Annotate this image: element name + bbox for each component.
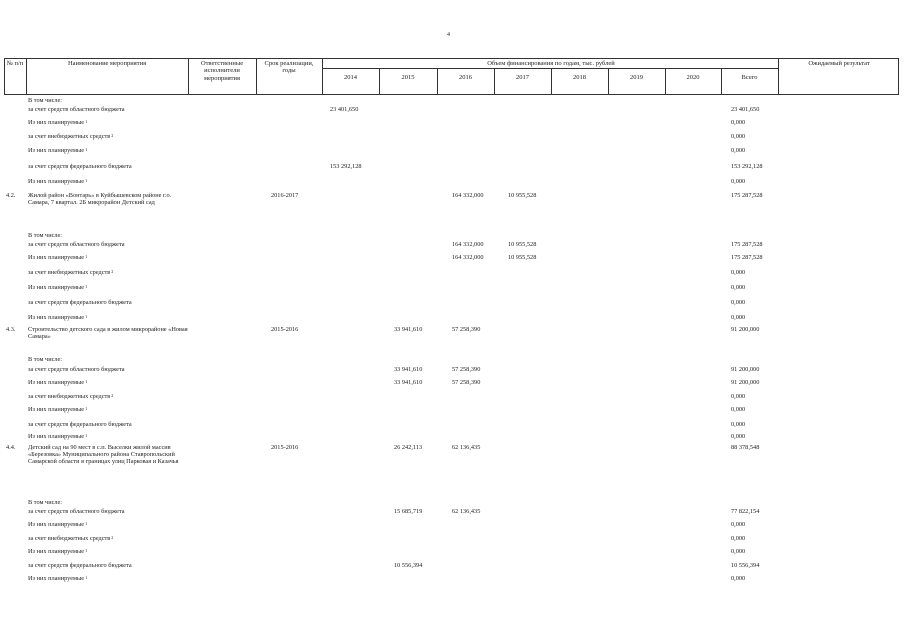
row-value-total: 88 378,548: [731, 444, 760, 451]
row-value-total: 0,000: [731, 521, 746, 528]
row-name: Детский сад на 90 мест в с.п. Выселки жилой массив «Березовка» Муниципального района Ставропольский Самарской области в границах улиц Парковая и Казачья: [28, 444, 179, 466]
row-name: Из них планируемые $^1$: [28, 314, 88, 321]
row-name: за счет средств областного бюджета: [28, 366, 125, 373]
row-value-total: 175 287,528: [731, 254, 763, 261]
header-divider: [379, 68, 380, 95]
row-value-2016: 57 258,390: [452, 366, 481, 373]
row-value-total: 0,000: [731, 269, 746, 276]
row-value-2016: 57 258,390: [452, 379, 481, 386]
table-row: [0, 269, 905, 280]
header-bottom-line: [4, 94, 899, 95]
row-name: Строительство детского сада в жилом микрорайоне «Новая Самара»: [28, 326, 188, 341]
table-row: [0, 299, 905, 310]
table-row: [0, 521, 905, 532]
row-value-2014: 23 401,650: [330, 106, 359, 113]
header-year: 2015: [401, 74, 415, 81]
table-row: [0, 548, 905, 559]
row-value-total: 0,000: [731, 133, 746, 140]
row-value-total: 0,000: [731, 284, 746, 291]
header-funding: Объем финансирования по годам, тыс. рублей: [487, 60, 615, 67]
header-divider: [26, 58, 27, 95]
footnote-mark: 2: [110, 269, 114, 274]
row-value-total: 0,000: [731, 548, 746, 555]
header-no: № п/п: [6, 60, 24, 67]
row-name: за счет средств областного бюджета: [28, 508, 125, 515]
row-name: Жилой район «Вонтарь» в Куйбышевском районе г.о. Самара, 7 квартал. 2Б микрорайон Детский сад: [28, 192, 172, 207]
header-divider: [256, 58, 257, 95]
header-year: 2018: [573, 74, 586, 81]
row-value-2016: 164 332,000: [452, 254, 484, 261]
row-name: за счет внебюджетных средств $^2$: [28, 269, 114, 276]
row-value-2016: 57 258,390: [452, 326, 481, 333]
header-divider: [188, 58, 189, 95]
header-year: 2017: [516, 74, 529, 81]
table-row: [0, 241, 905, 252]
table-row: [0, 444, 905, 466]
row-value-2016: 164 332,000: [452, 192, 484, 199]
row-value-total: 23 401,650: [731, 106, 760, 113]
footnote-mark: 1: [84, 178, 88, 183]
footnote-mark: 2: [110, 535, 114, 540]
row-value-total: 0,000: [731, 314, 746, 321]
header-result: Ожидаемый результат: [808, 60, 870, 67]
header-year: 2020: [686, 74, 700, 81]
row-value-total: 0,000: [731, 535, 746, 542]
header-period: Срок реализации, годы: [264, 60, 314, 75]
header-year: 2014: [344, 74, 357, 81]
header-divider: [494, 68, 495, 95]
row-name: В том числе:: [28, 499, 63, 506]
table-row: [0, 133, 905, 144]
footnote-mark: 1: [84, 433, 88, 438]
footnote-mark: 1: [84, 548, 88, 553]
row-value-total: 91 200,000: [731, 366, 760, 373]
table-row: [0, 393, 905, 404]
row-value-total: 77 822,154: [731, 508, 760, 515]
row-name: Из них планируемые $^1$: [28, 178, 88, 185]
row-name: Из них планируемые $^1$: [28, 575, 88, 582]
table-row: [0, 326, 905, 341]
table-row: [0, 421, 905, 432]
row-value-2015: 10 556,394: [394, 562, 423, 569]
footnote-mark: 1: [84, 379, 88, 384]
header-mid-line: [322, 68, 778, 69]
row-value-2014: 153 292,128: [330, 163, 362, 170]
row-name: за счет внебюджетных средств $^2$: [28, 535, 114, 542]
table-row: [0, 284, 905, 295]
footnote-mark: 1: [84, 406, 88, 411]
row-value-total: 175 287,528: [731, 192, 763, 199]
row-name: за счет средств областного бюджета: [28, 106, 125, 113]
row-value-total: 0,000: [731, 119, 746, 126]
row-value-total: 153 292,128: [731, 163, 763, 170]
row-value-total: 175 287,528: [731, 241, 763, 248]
table-row: [0, 562, 905, 573]
header-year: 2016: [459, 74, 472, 81]
table-row: [0, 433, 905, 444]
row-number: 4.4.: [6, 444, 16, 451]
header-year: Всего: [741, 74, 758, 81]
row-name: за счет средств федерального бюджета: [28, 562, 132, 569]
header-name: Наименование мероприятия: [67, 60, 147, 67]
row-value-total: 0,000: [731, 406, 746, 413]
footnote-mark: 1: [84, 119, 88, 124]
header-divider: [721, 68, 722, 95]
table-row: [0, 254, 905, 265]
row-value-total: 0,000: [731, 433, 746, 440]
header-divider: [898, 58, 899, 95]
row-value-total: 10 556,394: [731, 562, 760, 569]
row-value-2016: 62 136,435: [452, 508, 481, 515]
row-name: за счет внебюджетных средств $^2$: [28, 133, 114, 140]
row-value-2017: 10 955,528: [508, 254, 537, 261]
footnote-mark: 1: [84, 254, 88, 259]
row-value-2016: 62 136,435: [452, 444, 481, 451]
row-name: Из них планируемые $^1$: [28, 147, 88, 154]
row-value-2015: 33 941,610: [394, 326, 423, 333]
page-number: 4: [447, 32, 450, 38]
row-value-2017: 10 955,528: [508, 241, 537, 248]
header-divider: [4, 58, 5, 95]
header-responsible: Ответственные исполнители мероприятия: [200, 60, 244, 82]
row-name: Из них планируемые $^1$: [28, 521, 88, 528]
footnote-mark: 1: [84, 575, 88, 580]
row-name: В том числе:: [28, 232, 63, 239]
table-row: [0, 575, 905, 586]
row-name: Из них планируемые $^1$: [28, 406, 88, 413]
row-value-total: 0,000: [731, 147, 746, 154]
header-divider: [437, 68, 438, 95]
row-name: за счет внебюджетных средств $^2$: [28, 393, 114, 400]
table-row: [0, 314, 905, 325]
row-value-total: 91 200,000: [731, 326, 760, 333]
row-name: за счет средств областного бюджета: [28, 241, 125, 248]
row-name: за счет средств федерального бюджета: [28, 163, 132, 170]
row-number: 4.2.: [6, 192, 16, 199]
row-name: Из них планируемые $^1$: [28, 548, 88, 555]
table-row: [0, 508, 905, 519]
header-year: 2019: [630, 74, 643, 81]
table-row: [0, 406, 905, 417]
header-divider: [551, 68, 552, 95]
table-row: [0, 178, 905, 189]
footnote-mark: 1: [84, 284, 88, 289]
row-name: Из них планируемые $^1$: [28, 284, 88, 291]
row-value-2016: 164 332,000: [452, 241, 484, 248]
table-row: [0, 147, 905, 158]
table-row: [0, 192, 905, 207]
row-period: 2015-2016: [271, 326, 299, 333]
table-row: [0, 106, 905, 117]
row-value-2017: 10 955,528: [508, 192, 537, 199]
table-row: [0, 366, 905, 377]
row-number: 4.3.: [6, 326, 16, 333]
row-value-2015: 26 242,113: [394, 444, 423, 451]
table-row: [0, 379, 905, 390]
row-value-total: 91 200,000: [731, 379, 760, 386]
row-value-total: 0,000: [731, 299, 746, 306]
row-value-2015: 33 941,610: [394, 379, 423, 386]
row-value-2015: 33 941,610: [394, 366, 423, 373]
table-row: [0, 535, 905, 546]
row-name: за счет средств федерального бюджета: [28, 421, 132, 428]
row-name: за счет средств федерального бюджета: [28, 299, 132, 306]
row-value-total: 0,000: [731, 178, 746, 185]
header-top-line: [4, 58, 899, 59]
row-name: Из них планируемые $^1$: [28, 433, 88, 440]
footnote-mark: 1: [84, 521, 88, 526]
row-value-total: 0,000: [731, 393, 746, 400]
row-period: 2015-2016: [271, 444, 299, 451]
header-divider: [665, 68, 666, 95]
row-name: Из них планируемые $^1$: [28, 379, 88, 386]
row-value-total: 0,000: [731, 575, 746, 582]
row-period: 2016-2017: [271, 192, 299, 199]
header-divider: [778, 58, 779, 95]
table-row: [0, 163, 905, 174]
row-name: В том числе:: [28, 97, 63, 104]
footnote-mark: 1: [84, 314, 88, 319]
row-name: Из них планируемые $^1$: [28, 254, 88, 261]
row-name: В том числе:: [28, 356, 63, 363]
header-divider: [608, 68, 609, 95]
table-row: [0, 119, 905, 130]
footnote-mark: 1: [84, 147, 88, 152]
footnote-mark: 2: [110, 393, 114, 398]
footnote-mark: 2: [110, 133, 114, 138]
row-value-total: 0,000: [731, 421, 746, 428]
row-name: Из них планируемые $^1$: [28, 119, 88, 126]
row-value-2015: 15 685,719: [394, 508, 423, 515]
